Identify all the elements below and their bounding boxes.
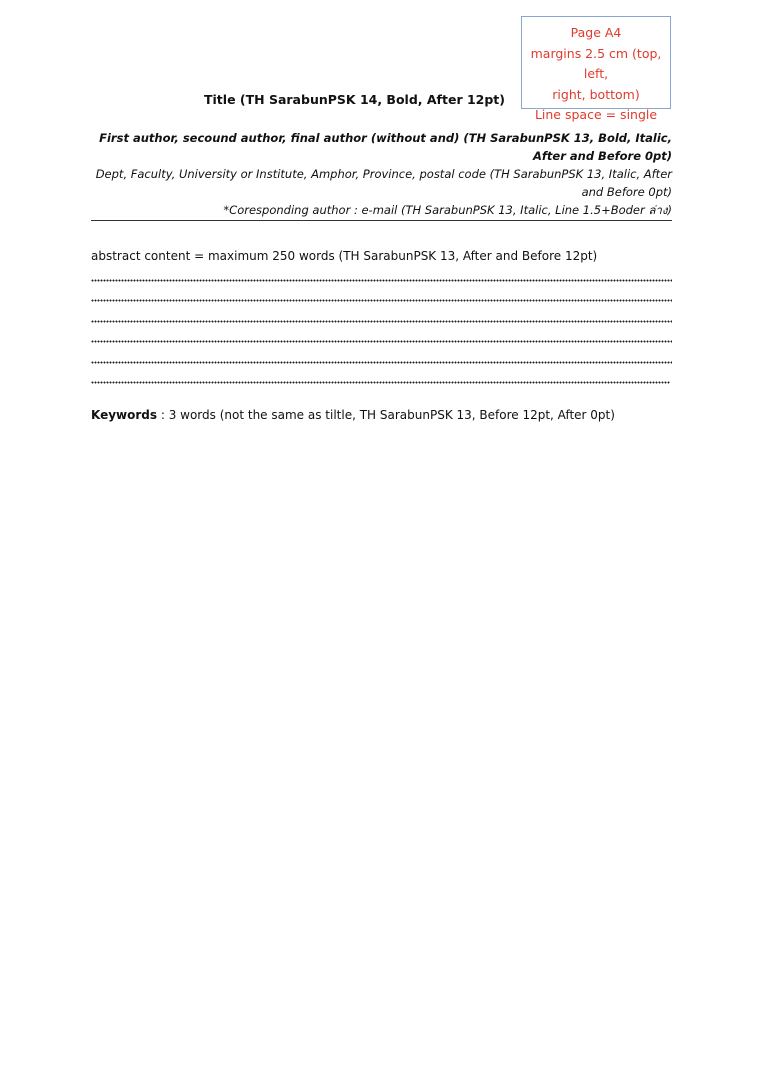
dotted-line (91, 361, 672, 364)
dotted-line (91, 320, 672, 323)
keywords-text: : 3 words (not the same as tiltle, TH SarabunPSK 13, Before 12pt, After 0pt) (157, 408, 615, 422)
dotted-line (91, 340, 672, 343)
note-line-margins: margins 2.5 cm (top, left, (530, 45, 662, 81)
author-affiliation: Dept, Faculty, University or Institute, Amphor, Province, postal code (TH SarabunPSK 13, Italic, After and Before 0pt) (95, 167, 672, 199)
note-line-margins-sides: right, bottom) (552, 86, 640, 102)
dotted-line (91, 279, 672, 282)
page-format-note (521, 16, 671, 122)
abstract-content: abstract content = maximum 250 words (TH SarabunPSK 13, After and Before 12pt) (91, 249, 598, 263)
keywords-line (91, 406, 672, 424)
keywords-label: Keywords (91, 408, 158, 422)
note-line-spacing: Line space = single (534, 107, 658, 122)
author-list: First author, secound author, final author (without and) (TH SarabunPSK 13, Bold, Italic, After and Before 0pt) (99, 131, 672, 163)
dotted-line (91, 381, 670, 384)
note-line-page-size: Page A4 (570, 25, 622, 40)
paper-title: Title (TH SarabunPSK 14, Bold, After 12pt) (204, 92, 505, 107)
corresponding-author: *Coresponding author : e-mail (TH SarabunPSK 13, Italic, Line 1.5+Boder ล่าง) (91, 201, 672, 221)
dotted-line (91, 299, 672, 302)
